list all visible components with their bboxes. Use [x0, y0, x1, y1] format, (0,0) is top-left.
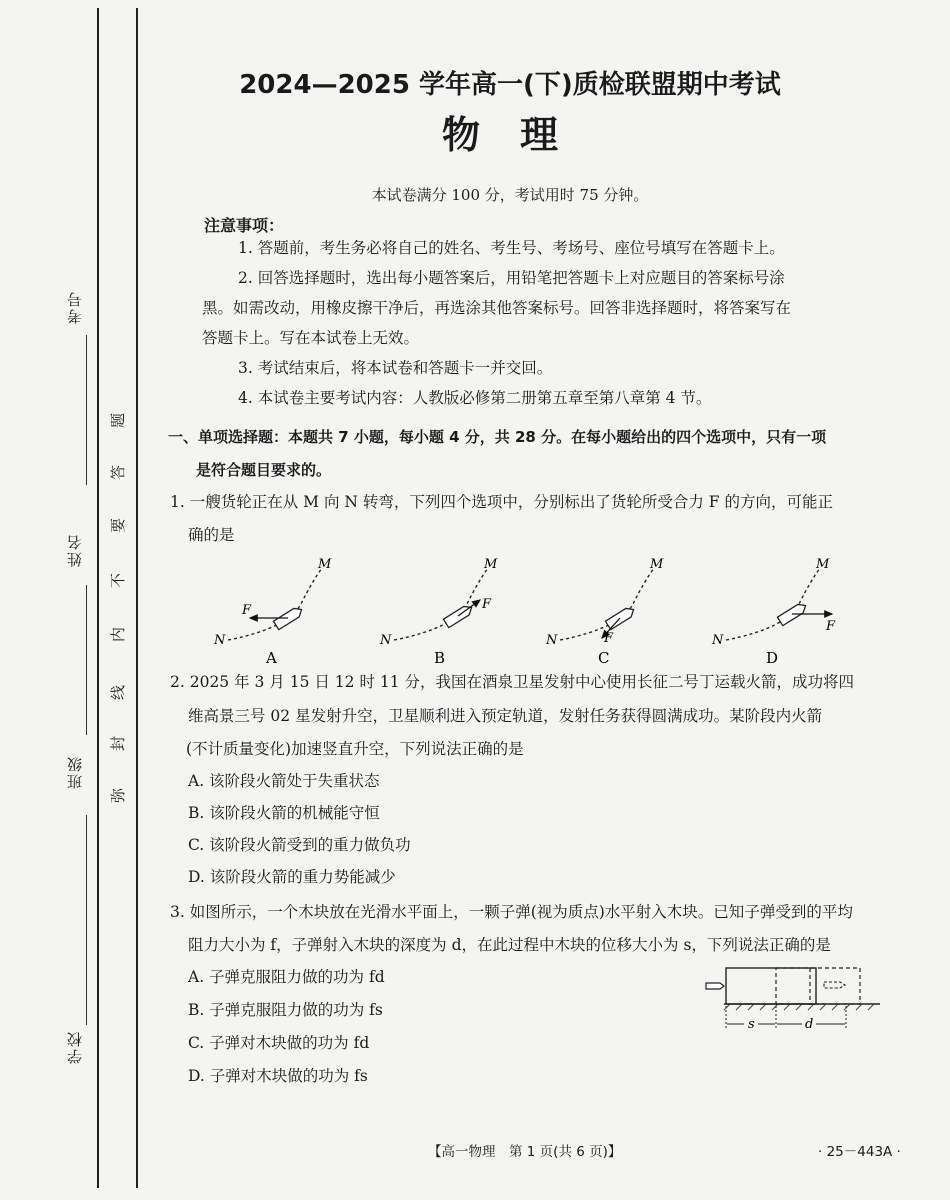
q3-option-a: A. 子弹克服阻力做的功为 fd	[188, 968, 385, 986]
q3-fig-s-label: s	[748, 1017, 755, 1032]
q2-option-d: D. 该阶段火箭的重力势能减少	[188, 868, 396, 886]
q1-a-f-label: F	[242, 603, 252, 618]
class-label: 班级	[66, 755, 84, 789]
q1-d-n-label: N	[712, 633, 724, 648]
q1-diagram-b	[379, 557, 498, 667]
footer-page-info: 【高一物理 第 1 页(共 6 页)】	[428, 1144, 622, 1160]
q2-option-b: B. 该阶段火箭的机械能守恒	[188, 804, 380, 822]
q1-d-f-label: F	[826, 619, 836, 634]
score-info: 本试卷满分 100 分，考试用时 75 分钟。	[371, 186, 649, 204]
seal-char: 答	[109, 464, 128, 481]
q1-a-n-label: N	[214, 633, 226, 648]
q3-stem-line-2: 阻力大小为 f，子弹射入木块的深度为 d，在此过程中木块的位移大小为 s，下列说法正确的是	[188, 936, 831, 954]
q1-b-option-label: B	[434, 649, 446, 667]
name-label: 姓名	[66, 533, 84, 567]
q3-stem-line-1: 3. 如图所示，一个木块放在光滑水平面上，一颗子弹(视为质点)水平射入木块。已知子弹受到的平均	[170, 903, 853, 921]
seal-char: 弥	[109, 787, 128, 804]
q1-c-n-label: N	[546, 633, 558, 648]
q1-diagrams	[200, 550, 880, 670]
q1-c-option-label: C	[598, 649, 610, 667]
exam-title: 2024—2025 学年高一(下)质检联盟期中考试	[239, 70, 781, 100]
q1-b-f-label: F	[482, 597, 492, 612]
note-item-1: 1. 答题前，考生务必将自己的姓名、考生号、考场号、座位号填写在答题卡上。	[238, 239, 785, 257]
seal-char: 线	[109, 684, 128, 701]
q2-option-c: C. 该阶段火箭受到的重力做负功	[188, 836, 411, 854]
q1-stem-line-1: 1. 一艘货轮正在从 M 向 N 转弯，下列四个选项中，分别标出了货轮所受合力 F 的方向，可能正	[170, 493, 833, 511]
exam-no-label: 考号	[66, 290, 84, 324]
school-label: 学校	[66, 1030, 84, 1064]
q2-stem-line-3: (不计质量变化)加速竖直升空，下列说法正确的是	[186, 740, 524, 758]
q1-diagram-c	[545, 557, 664, 667]
q2-stem-line-2: 维高景三号 02 星发射升空，卫星顺利进入预定轨道，发射任务获得圆满成功。某阶段内火箭	[188, 707, 823, 725]
q1-b-m-label: M	[484, 557, 498, 572]
note-item-2-line-2: 黑。如需改动，用橡皮擦干净后，再选涂其他答案标号。回答非选择题时，将答案写在	[202, 299, 792, 317]
q2-stem-line-1: 2. 2025 年 3 月 15 日 12 时 11 分，我国在酒泉卫星发射中心使用长征二号丁运载火箭，成功将四	[170, 673, 855, 691]
q3-figure	[700, 958, 890, 1038]
q2-option-a: A. 该阶段火箭处于失重状态	[188, 772, 380, 790]
section-heading-line-2: 是符合题目要求的。	[196, 461, 332, 479]
name-line	[86, 585, 87, 735]
q1-d-option-label: D	[766, 649, 779, 667]
q1-b-n-label: N	[380, 633, 392, 648]
q1-c-f-label: F	[604, 631, 614, 646]
note-item-3: 3. 考试结束后，将本试卷和答题卡一并交回。	[238, 359, 553, 377]
q3-option-c: C. 子弹对木块做的功为 fd	[188, 1034, 370, 1052]
q3-option-d: D. 子弹对木块做的功为 fs	[188, 1067, 368, 1085]
exam-no-line	[86, 335, 87, 485]
q1-diagram-a	[213, 557, 332, 667]
footer-code: · 25－443A ·	[818, 1144, 901, 1160]
seal-char: 不	[109, 572, 128, 589]
notes-heading: 注意事项：	[204, 216, 285, 235]
class-line	[86, 815, 87, 1025]
q1-d-m-label: M	[816, 557, 830, 572]
q3-option-b: B. 子弹克服阻力做的功为 fs	[188, 1001, 383, 1019]
seal-char: 要	[109, 517, 128, 534]
q3-fig-d-label: d	[805, 1017, 814, 1032]
seal-char: 题	[109, 412, 128, 429]
q1-stem-line-2: 确的是	[188, 526, 235, 544]
note-item-2-line-1: 2. 回答选择题时，选出每小题答案后，用铅笔把答题卡上对应题目的答案标号涂	[238, 269, 785, 287]
seal-char: 内	[109, 626, 128, 643]
q1-diagram-d	[711, 557, 836, 667]
note-item-2-line-3: 答题卡上。写在本试卷上无效。	[202, 329, 420, 347]
q1-a-option-label: A	[266, 649, 277, 667]
q1-c-m-label: M	[650, 557, 664, 572]
q1-a-m-label: M	[318, 557, 332, 572]
subject-title: 物理	[441, 113, 598, 157]
note-item-4: 4. 本试卷主要考试内容：人教版必修第二册第五章至第八章第 4 节。	[238, 389, 712, 407]
section-heading-line-1: 一、单项选择题：本题共 7 小题，每小题 4 分，共 28 分。在每小题给出的四个选项中，只有一项	[168, 428, 827, 446]
seal-char: 封	[109, 735, 128, 752]
